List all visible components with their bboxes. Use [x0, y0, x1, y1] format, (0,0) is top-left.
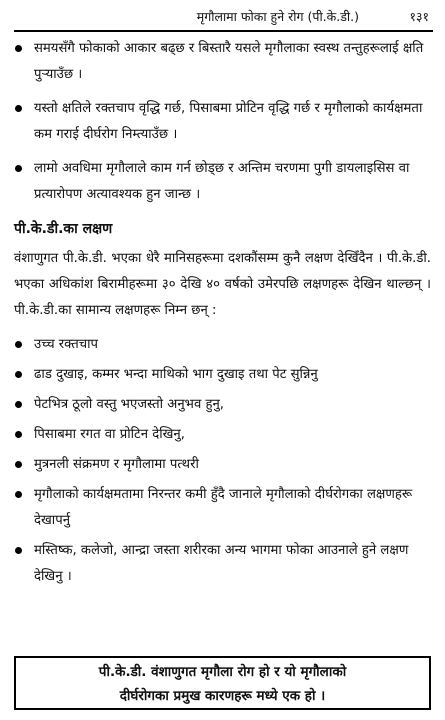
list-item: लामो अवधिमा मृगौलाले काम गर्न छोड्छ र अन्तिम चरणमा पुगी डायलाइसिस वा प्रत्यारोपण अत्यावश्यक हुन जान्छ ।	[14, 156, 431, 208]
list-item: ढाड दुखाइ, कम्मर भन्दा माथिको भाग दुखाइ तथा पेट सुन्निनु	[14, 362, 431, 388]
list-item: यस्तो क्षतिले रक्तचाप वृद्धि गर्छ, पिसाबमा प्रोटिन वृद्धि गर्छ र मृगौलाको कार्यक्षमता कम गराई दीर्घरोग निम्त्याउँछ ।	[14, 96, 431, 148]
page-number: १३१	[409, 9, 429, 24]
callout-box	[14, 656, 431, 710]
running-header	[14, 4, 433, 32]
intro-bullet-list	[14, 36, 431, 208]
callout-line: दीर्घरोगका प्रमुख कारणहरू मध्ये एक हो ।	[119, 688, 326, 704]
callout-line: पी.के.डी. वंशाणुगत मृगौला रोग हो र यो मृगौलाको	[98, 664, 347, 680]
list-item: मुत्रनली संक्रमण र मृगौलामा पत्थरी	[14, 452, 431, 478]
section-paragraph: वंशाणुगत पी.के.डी. भएका धेरै मानिसहरूमा दशकौंसम्म कुनै लक्षण देखिँदैन । पी.के.डी. भएका अधिकांश बिरामीहरूमा ३० देखि ४० वर्षको उमेरपछि लक्षणहरू देखिन थाल्छन् । पी.के.डी.का सामान्य लक्षणहरू निम्न छन् :	[14, 251, 431, 318]
list-item: उच्च रक्तचाप	[14, 332, 431, 358]
list-item: पिसाबमा रगत वा प्रोटिन देखिनु,	[14, 422, 431, 448]
page-content	[14, 36, 431, 594]
list-item: पेटभित्र ठूलो वस्तु भएजस्तो अनुभव हुनु,	[14, 392, 431, 418]
header-title: मृगौलामा फोका हुने रोग (पी.के.डी.)	[196, 9, 359, 24]
list-item: मृगौलाको कार्यक्षमतामा निरन्तर कमी हुँदै जानाले मृगौलाको दीर्घरोगका लक्षणहरू देखापर्नु	[14, 482, 431, 534]
symptom-list	[14, 332, 431, 590]
list-item: समयसँगै फोकाको आकार बढ्छ र बिस्तारै यसले मृगौलाका स्वस्थ तन्तुहरूलाई क्षति पुऱ्याउँछ ।	[14, 36, 431, 88]
list-item: मस्तिष्क, कलेजो, आन्द्रा जस्ता शरीरका अन्य भागमा फोका आउनाले हुने लक्षण देखिनु ।	[14, 538, 431, 590]
section-heading: पी.के.डी.का लक्षण	[14, 221, 113, 237]
